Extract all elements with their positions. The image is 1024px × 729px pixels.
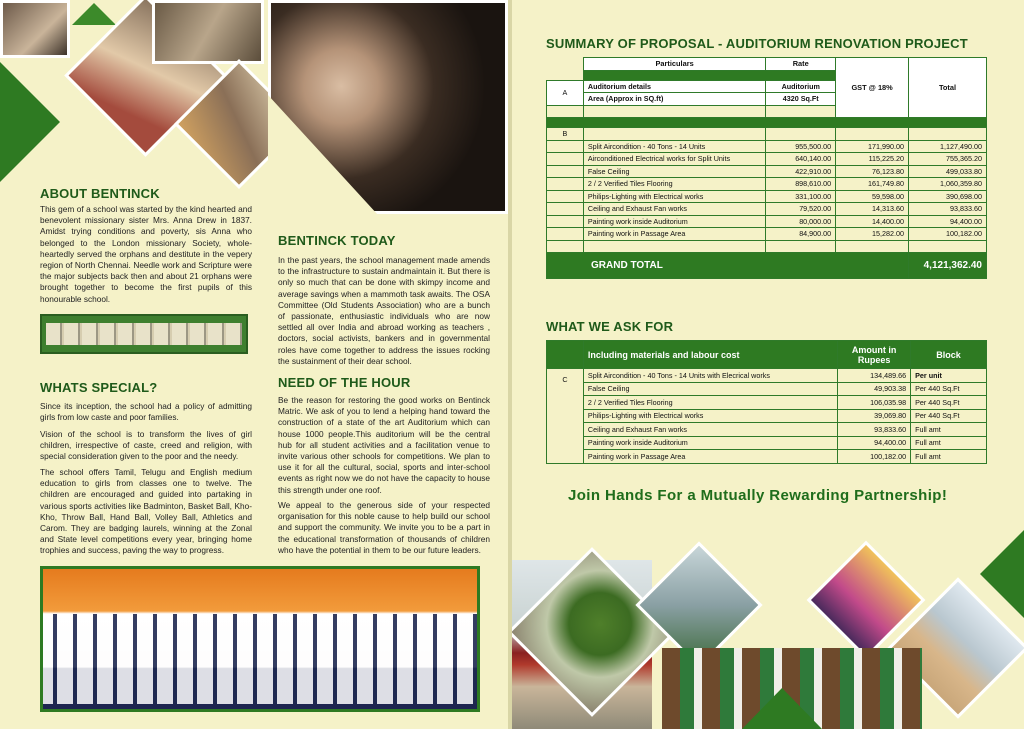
block-cell: Full amt <box>911 436 987 450</box>
total-cell: 100,182.00 <box>909 228 987 241</box>
item-cell: Ceiling and Exhaust Fan works <box>583 423 837 437</box>
total-cell: 93,833.60 <box>909 203 987 216</box>
photo-frame-strip <box>40 314 248 354</box>
green-band-2 <box>547 118 987 128</box>
table-row <box>547 140 987 153</box>
item-cell: 2 / 2 Verified Tiles Flooring <box>583 178 765 191</box>
gst-cell: 115,225.20 <box>836 153 909 166</box>
green-triangle-top-left <box>0 62 60 182</box>
need-para-2: We appeal to the generous side of your respected organisation for this noble cause to help build our school and support the community. We invite you to be a part in the educational transformation of thousands of children who have the potential in them to be our future leaders. <box>278 500 490 555</box>
amount-cell: 49,903.38 <box>838 382 911 396</box>
header-particulars: Particulars <box>583 58 765 71</box>
table-row <box>547 215 987 228</box>
gst-cell: 161,749.80 <box>836 178 909 191</box>
gst-cell: 59,598.00 <box>836 190 909 203</box>
rate-cell: 640,140.00 <box>766 153 836 166</box>
grand-total-value: 4,121,362.40 <box>909 253 987 279</box>
item-cell: False Ceiling <box>583 382 837 396</box>
rate-cell: 79,520.00 <box>766 203 836 216</box>
section-b-label: B <box>547 128 584 141</box>
item-cell: Painting work inside Auditorium <box>583 215 765 228</box>
auditorium-details-label: Auditorium details <box>583 80 765 93</box>
table-row <box>547 153 987 166</box>
whats-special-para-1: Since its inception, the school had a policy of admitting girls from low caste and poor families. <box>40 401 252 423</box>
rate-cell: 84,900.00 <box>766 228 836 241</box>
item-cell: False Ceiling <box>583 165 765 178</box>
partnership-tagline: Join Hands For a Mutually Rewarding Partnership! <box>568 487 948 504</box>
need-title: NEED OF THE HOUR <box>278 375 411 390</box>
item-cell: Painting work in Passage Area <box>583 228 765 241</box>
block-cell: Full amt <box>911 423 987 437</box>
block-cell: Per 440 Sq.Ft <box>911 409 987 423</box>
rate-cell: 80,000.00 <box>766 215 836 228</box>
rate-cell: 331,100.00 <box>766 190 836 203</box>
table-row <box>547 382 987 396</box>
grand-total-label: GRAND TOTAL <box>547 253 909 279</box>
auditorium-details-value: Auditorium <box>766 80 836 93</box>
item-cell: Ceiling and Exhaust Fan works <box>583 203 765 216</box>
green-triangle-small <box>72 3 116 25</box>
total-cell: 755,365.20 <box>909 153 987 166</box>
amount-cell: 134,489.66 <box>838 369 911 383</box>
ask-header-row <box>547 341 987 369</box>
proposal-header-row <box>547 58 987 71</box>
whats-special-title: WHATS SPECIAL? <box>40 380 158 395</box>
proposal-table <box>546 57 987 279</box>
table-row <box>547 190 987 203</box>
green-triangle-bottom-right <box>980 530 1024 618</box>
table-row <box>547 203 987 216</box>
whats-special-para-2: Vision of the school is to transform the lives of girl children, irrespective of caste, creed and religion, with special consideration given to the poor and the needy. <box>40 429 252 462</box>
rate-cell: 422,910.00 <box>766 165 836 178</box>
header-gst: GST @ 18% <box>836 58 909 118</box>
need-para-1: Be the reason for restoring the good works on Bentinck Matric. We ask of you to lend a helping hand toward the construction of a state of the art Auditorium which can house 1000 people.This auditorium will be the central hub for all student activities and a facilitation venue to invite various other schools for competitions. We plan to use it for all the cultural, social, sports and inter-school events as right now we do not have the capacity to house this strength under one roof. <box>278 395 490 495</box>
section-a-label: A <box>547 80 584 105</box>
item-cell: 2 / 2 Verified Tiles Flooring <box>583 396 837 410</box>
gst-cell: 14,400.00 <box>836 215 909 228</box>
item-cell: Airconditioned Electrical works for Split Units <box>583 153 765 166</box>
about-title: ABOUT BENTINCK <box>40 186 160 201</box>
table-row <box>547 396 987 410</box>
amount-cell: 94,400.00 <box>838 436 911 450</box>
total-cell: 94,400.00 <box>909 215 987 228</box>
amount-cell: 100,182.00 <box>838 450 911 464</box>
table-row <box>547 369 987 383</box>
today-text: In the past years, the school management made amends to the infrastructure to sustain andmaintain it. But there is only so much that can be done with skimpy income and average savings when a mammoth task awaits. The OSA Committee (Old Students Association) who are a bunch of passionate, enthusiastic individuals who are now settled all over India and abroad working as teachers , doctors, social activists, bankers and in governmental roles have come together to address the issues rocking the sustainment of their dear school. <box>278 255 490 366</box>
table-row <box>547 228 987 241</box>
left-page <box>0 0 508 729</box>
ask-header-desc: Including materials and labour cost <box>583 341 837 369</box>
item-cell: Philips-Lighting with Electrical works <box>583 409 837 423</box>
total-cell: 1,127,490.00 <box>909 140 987 153</box>
table-row <box>547 423 987 437</box>
item-cell: Split Aircondition - 40 Tons - 14 Units <box>583 140 765 153</box>
about-text: This gem of a school was started by the kind hearted and benevolent missionary sister Mrs. Anna Drew in 1837. Amidst trying conditions and poverty, sis Anna who belonged to the London missionary Society, whole-heartedly served the orphans and destitute in the vepery region of North Chennai. Needle work and Scripture were the major subjects back then and about 21 orphans were brought together to become the first pupils of this honourable school. <box>40 204 252 304</box>
total-cell: 390,698.00 <box>909 190 987 203</box>
amount-cell: 106,035.98 <box>838 396 911 410</box>
item-cell: Split Aircondition - 40 Tons - 14 Units with Elecrical works <box>583 369 837 383</box>
gst-cell: 76,123.80 <box>836 165 909 178</box>
section-b-spacer <box>547 128 987 141</box>
block-cell: Full amt <box>911 450 987 464</box>
blank-row <box>547 240 987 253</box>
table-row <box>547 165 987 178</box>
total-cell: 499,033.80 <box>909 165 987 178</box>
photo-woman-portrait <box>0 0 70 58</box>
gst-cell: 14,313.60 <box>836 203 909 216</box>
ask-title: WHAT WE ASK FOR <box>546 319 674 334</box>
gst-cell: 171,990.00 <box>836 140 909 153</box>
rate-cell: 955,500.00 <box>766 140 836 153</box>
summary-title: SUMMARY OF PROPOSAL - AUDITORIUM RENOVATION PROJECT <box>546 36 968 51</box>
item-cell: Philips-Lighting with Electrical works <box>583 190 765 203</box>
block-cell: Per 440 Sq.Ft <box>911 382 987 396</box>
whats-special-para-3: The school offers Tamil, Telugu and English medium education to girls from classes one to twelve. The children are encouraged and guided into partaking in various sports activities like Badminton, Basket Ball, Kho-Kho, Throw Ball, Hand Ball, Volley Ball, Athletics and Carom. They are badging laurels, winning at the Zonal and State level competitions every year, bringing home trophies and success, paving the way to progress. <box>40 467 252 556</box>
paper-wedge-overlay <box>268 95 378 215</box>
ask-header-block: Block <box>911 341 987 369</box>
ask-table <box>546 340 987 464</box>
right-page <box>512 0 1024 729</box>
green-triangle-bottom-center <box>742 688 822 729</box>
area-label: Area (Approx in SQ.ft) <box>583 93 765 106</box>
table-row <box>547 450 987 464</box>
grand-total-row <box>547 253 987 279</box>
table-row <box>547 178 987 191</box>
total-cell: 1,060,359.80 <box>909 178 987 191</box>
header-total: Total <box>909 58 987 118</box>
block-cell: Per unit <box>911 369 987 383</box>
gst-cell: 15,282.00 <box>836 228 909 241</box>
table-row <box>547 409 987 423</box>
amount-cell: 93,833.60 <box>838 423 911 437</box>
photo-students-group <box>40 566 480 712</box>
item-cell: Painting work inside Auditorium <box>583 436 837 450</box>
table-row <box>547 436 987 450</box>
header-rate: Rate <box>766 58 836 71</box>
photo-dignitaries <box>152 0 264 64</box>
item-cell: Painting work in Passage Area <box>583 450 837 464</box>
area-value: 4320 Sq.Ft <box>766 93 836 106</box>
today-title: BENTINCK TODAY <box>278 233 396 248</box>
amount-cell: 39,069.80 <box>838 409 911 423</box>
block-cell: Per 440 Sq.Ft <box>911 396 987 410</box>
rate-cell: 898,610.00 <box>766 178 836 191</box>
ask-header-amount: Amount in Rupees <box>838 341 911 369</box>
section-c-label: C <box>547 369 584 464</box>
